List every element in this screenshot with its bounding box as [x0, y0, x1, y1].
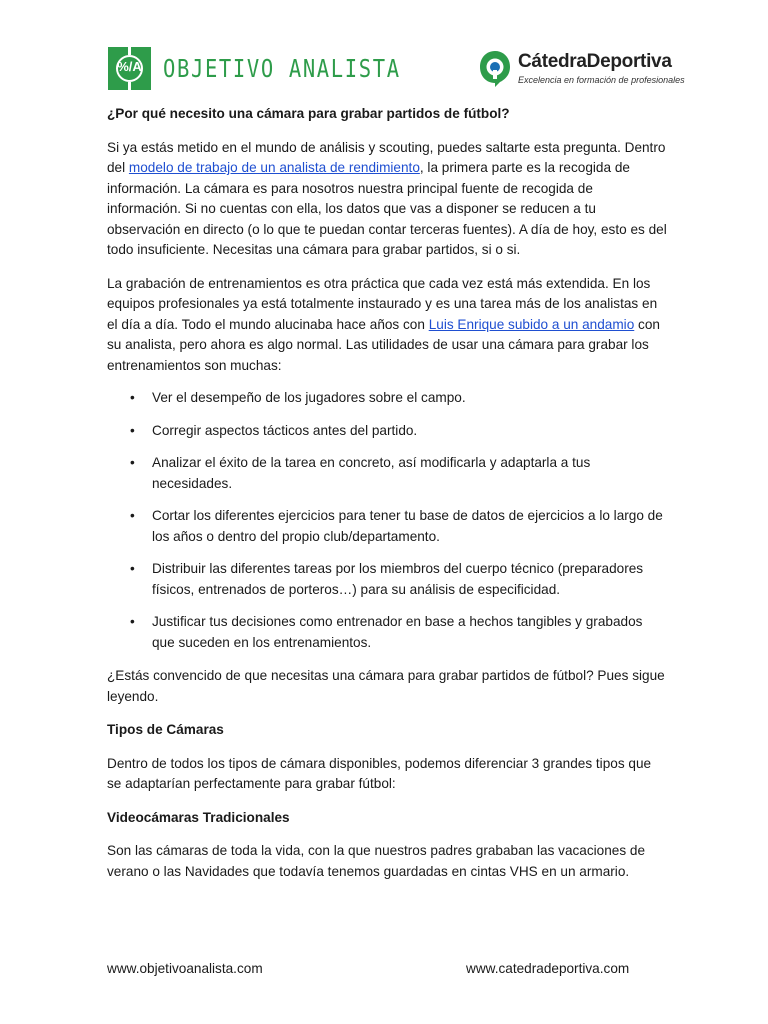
- objetivo-analista-logo-mark-icon: %/A: [108, 47, 151, 90]
- list-item: • Analizar el éxito de la tarea en concreto, así modificarla y adaptarla a tus necesidades.: [130, 455, 591, 491]
- section-heading-videocamaras: Videocámaras Tradicionales: [107, 809, 290, 825]
- list-item: • Ver el desempeño de los jugadores sobre el campo.: [130, 390, 466, 405]
- footer-objetivo-analista-url: www.objetivoanalista.com: [107, 961, 263, 976]
- list-item: • Distribuir las diferentes tareas por los miembros del cuerpo técnico (preparadores físicos, entrenados de porteros…) para su análisis de especificidad.: [130, 561, 644, 597]
- paragraph-3: ¿Estás convencido de que necesitas una cámara para grabar partidos de fútbol? Pues sigue leyendo.: [107, 668, 665, 704]
- catedra-deportiva-logo: [478, 48, 685, 90]
- luis-enrique-link[interactable]: Luis Enrique subido a un andamio: [428, 316, 635, 332]
- objetivo-analista-logo: [108, 45, 453, 91]
- list-item: • Justificar tus decisiones como entrenador en base a hechos tangibles y grabados que suceden en los entrenamientos.: [130, 614, 643, 650]
- catedra-deportiva-logo-tagline: Excelencia en formación de profesionales: [518, 75, 685, 85]
- article-body: [107, 104, 667, 882]
- uses-list: [107, 388, 667, 653]
- paragraph-4: Dentro de todos los tipos de cámara disponibles, podemos diferenciar 3 grandes tipos que se adaptarían perfectamente para grabar fútbol:: [107, 755, 652, 791]
- article-title: ¿Por qué necesito una cámara para grabar partidos de fútbol?: [107, 106, 510, 121]
- objetivo-analista-logo-text: OBJETIVO ANALISTA: [163, 53, 401, 83]
- catedra-deportiva-logo-mark-icon: [478, 50, 512, 88]
- catedra-deportiva-logo-name: CátedraDeportiva: [518, 51, 672, 72]
- section-heading-tipos: Tipos de Cámaras: [107, 722, 224, 737]
- paragraph-2: La grabación de entrenamientos es otra práctica que cada vez está más extendida. En los equipos profesionales ya está totalmente instaurado y es una tarea más de los analistas en el día a día. Todo el mundo alucinaba hace años con Luis Enrique subido a un andamio con su analista, pero ahora es algo normal. Las utilidades de usar una cámara para grabar los entrenamientos son muchas:: [107, 275, 660, 373]
- footer-catedra-deportiva-url: www.catedradeportiva.com: [466, 961, 630, 976]
- paragraph-1: Si ya estás metido en el mundo de análisis y scouting, puedes saltarte esta pregunta. Dentro del modelo de trabajo de un analista de rendimiento, la primera parte es la recogida de información. La cámara es para nosotros nuestra principal fuente de recogida de información. Si no cuentas con ella, los datos que vas a disponer se reducen a tu observación en directo (o lo que te puedan contar terceras fuentes). A día de hoy, esto es del todo insuficiente. Necesitas una cámara para grabar partidos, si o si.: [107, 139, 667, 257]
- paragraph-5: Son las cámaras de toda la vida, con la que nuestros padres grababan las vacaciones de verano o las Navidades que todavía tenemos guardadas en cintas VHS en un armario.: [107, 843, 646, 879]
- modelo-trabajo-link[interactable]: modelo de trabajo de un analista de rendimiento: [128, 160, 420, 175]
- list-item: • Cortar los diferentes ejercicios para tener tu base de datos de ejercicios a lo largo de los años o dentro del propio club/departamento.: [130, 508, 663, 544]
- list-item: • Corregir aspectos tácticos antes del partido.: [130, 422, 418, 438]
